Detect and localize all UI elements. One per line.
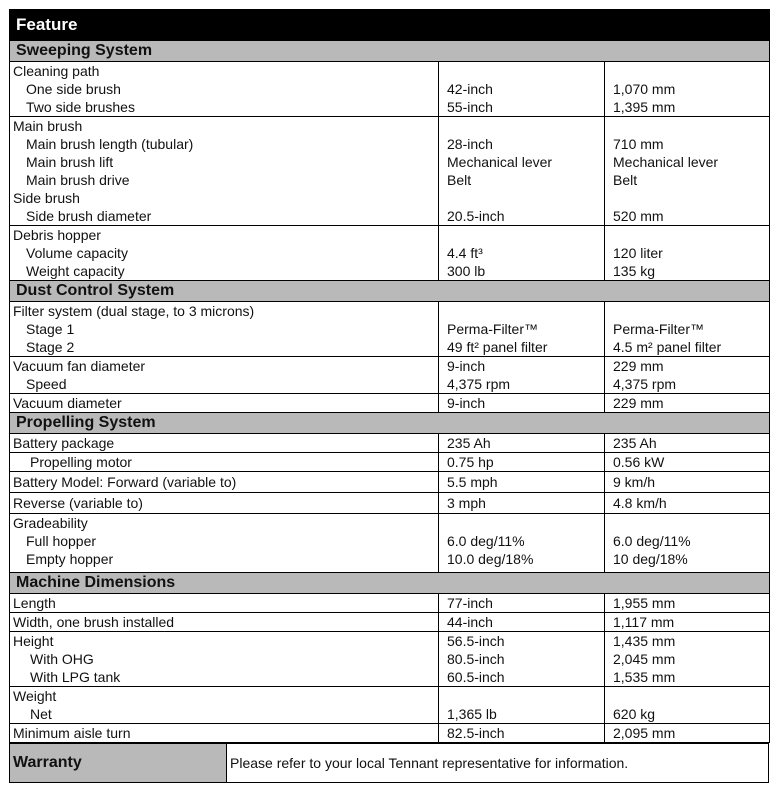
table-row: Filter system (dual stage, to 3 microns) Stage 1 Stage 2 Perma-Filter™ 49 ft² panel filter Perma-Filter™ 4.5 m² panel filter [10,302,770,357]
section-dimensions [10,573,770,594]
warranty-row [10,744,769,783]
section-propelling [10,413,770,434]
table-row: Height With OHG With LPG tank 56.5-inch 80.5-inch 60.5-inch 1,435 mm 2,045 mm 1,535 mm [10,632,770,687]
table-row: Battery Model: Forward (variable to) 5.5 mph 9 km/h [10,472,770,493]
section-title: Dust Control System [10,281,770,302]
table-row: Battery package 235 Ah 235 Ah [10,434,770,453]
table-row: Cleaning path One side brush Two side brushes 42-inch 55-inch 1,070 mm 1,395 mm [10,62,770,117]
header-row [10,10,770,41]
table-row: Debris hopper Volume capacity Weight capacity 4.4 ft³ 300 lb 120 liter 135 kg [10,226,770,281]
table-row: Vacuum fan diameter Speed 9-inch 4,375 rpm 229 mm 4,375 rpm [10,357,770,394]
section-sweeping [10,41,770,62]
table-row: Vacuum diameter 9-inch 229 mm [10,394,770,413]
table-row: Reverse (variable to) 3 mph 4.8 km/h [10,493,770,514]
warranty-text: Please refer to your local Tennant representative for information. [227,744,769,783]
header-title: Feature [10,10,439,41]
table-row: Weight Net 1,365 lb 620 kg [10,687,770,724]
table-row: Width, one brush installed 44-inch 1,117 mm [10,613,770,632]
section-title: Sweeping System [10,41,770,62]
table-row: Length 77-inch 1,955 mm [10,594,770,613]
table-row: Main brush Main brush length (tubular) Main brush lift Main brush drive Side brush Side brush diameter 28-inch Mechanical lever Belt 20.5-inch 710 mm Mechanical lever Belt 520 mm [10,117,770,226]
table-row: Propelling motor 0.75 hp 0.56 kW [10,453,770,472]
table-row: Minimum aisle turn 82.5-inch 2,095 mm [10,724,770,743]
section-title: Propelling System [10,413,770,434]
warranty-table [9,743,769,783]
spec-sheet [9,9,769,783]
section-title: Machine Dimensions [10,573,770,594]
section-dust-control [10,281,770,302]
table-row: Gradeability Full hopper Empty hopper 6.0 deg/11% 10.0 deg/18% 6.0 deg/11% 10 deg/18% [10,514,770,573]
spec-table [9,9,770,743]
warranty-label: Warranty [10,744,227,783]
